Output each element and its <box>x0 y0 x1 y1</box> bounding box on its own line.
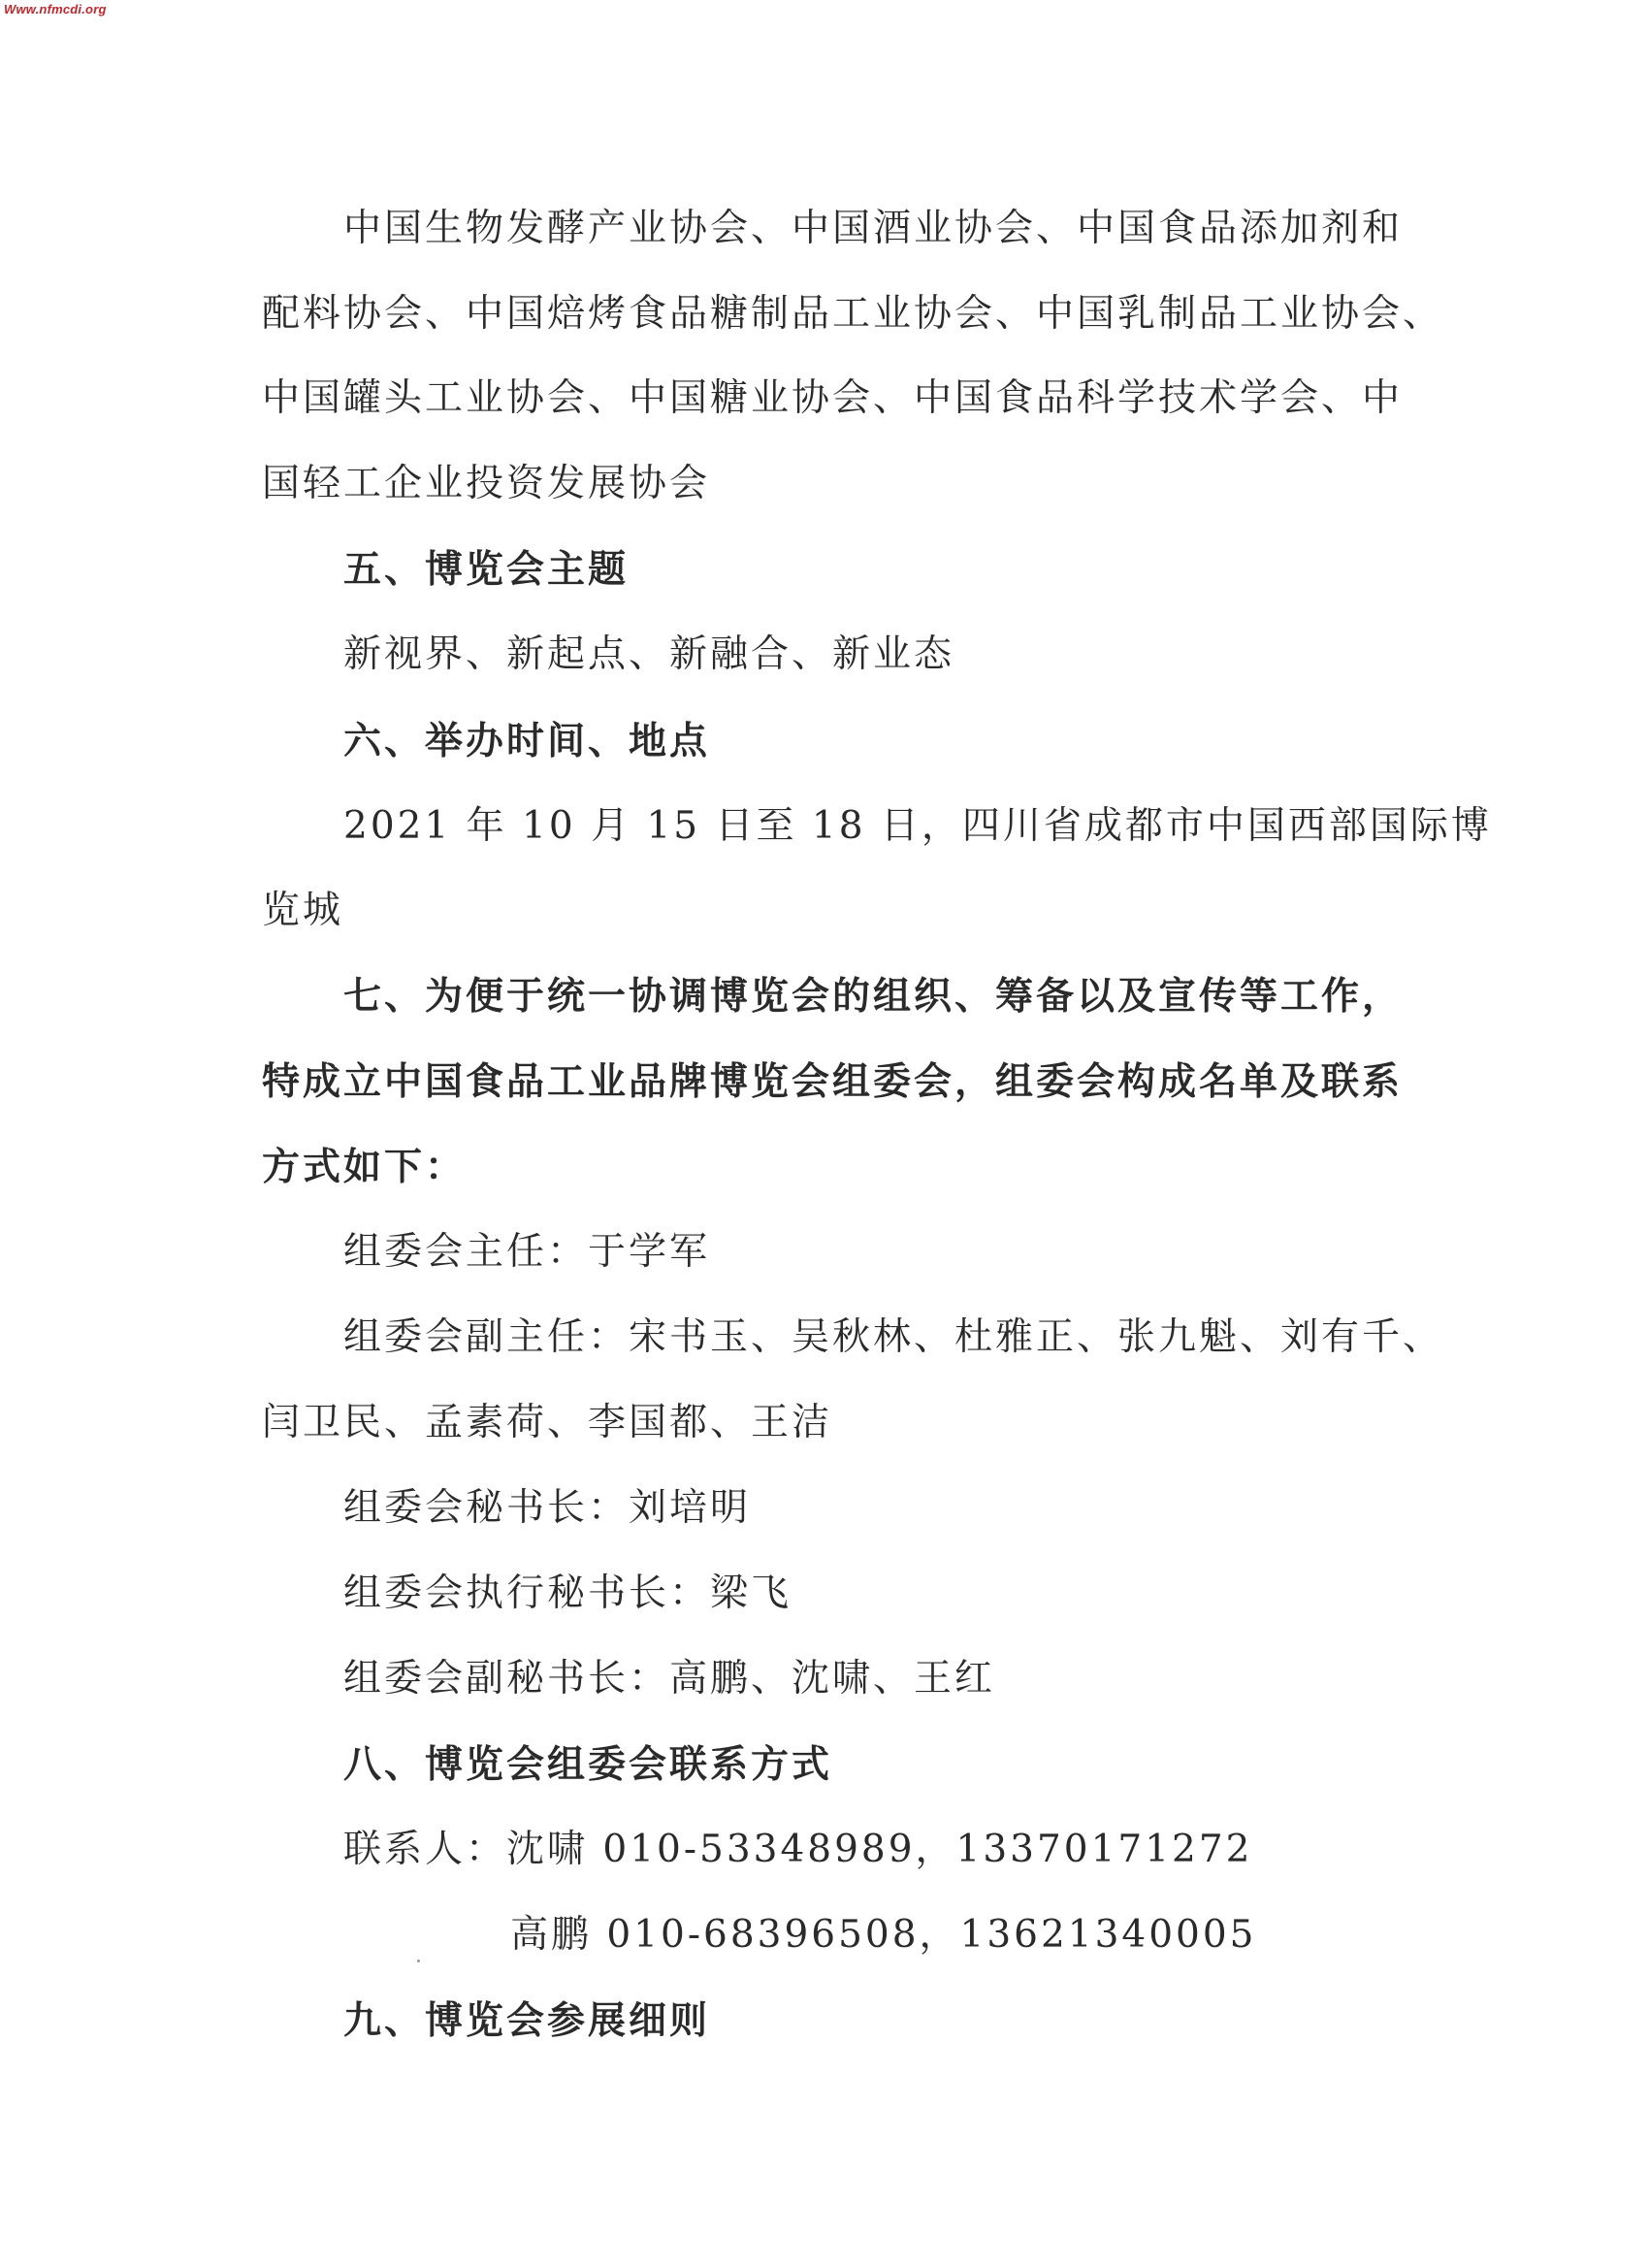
committee-exec-secretary-general: 组委会执行秘书长：梁飞 <box>343 1571 792 1615</box>
committee-deputy-line-2: 闫卫民、孟素荷、李国都、王洁 <box>262 1401 833 1444</box>
section-6-body-line-1: 2021 年 10 月 15 日至 18 日，四川省成都市中国西部国际博 <box>343 804 1492 848</box>
section-7-line-3: 方式如下： <box>262 1145 467 1189</box>
section-5-heading: 五、博览会主题 <box>343 547 630 592</box>
committee-secretary-general: 组委会秘书长：刘培明 <box>343 1486 752 1530</box>
committee-director: 组委会主任：于学军 <box>343 1230 711 1274</box>
section-6-heading: 六、举办时间、地点 <box>343 719 711 763</box>
organizers-line-4: 国轻工企业投资发展协会 <box>262 462 711 505</box>
committee-deputy-secretary-general: 组委会副秘书长：高鹏、沈啸、王红 <box>343 1657 996 1701</box>
organizers-line-1: 中国生物发酵产业协会、中国酒业协会、中国食品添加剂和 <box>343 207 1404 250</box>
section-9-heading: 九、博览会参展细则 <box>343 1998 711 2043</box>
watermark-logo: Www.nfmcdi.org <box>4 2 107 16</box>
organizers-line-3: 中国罐头工业协会、中国糖业协会、中国食品科学技术学会、中 <box>262 376 1404 420</box>
contact-line-1: 联系人：沈啸 010-53348989，13370171272 <box>343 1828 1253 1871</box>
section-7-line-1: 七、为便于统一协调博览会的组织、筹备以及宣传等工作， <box>343 974 1404 1019</box>
section-8-heading: 八、博览会组委会联系方式 <box>343 1742 833 1787</box>
section-6-body-line-2: 览城 <box>262 889 344 932</box>
organizers-line-2: 配料协会、中国焙烤食品糖制品工业协会、中国乳制品工业协会、 <box>262 292 1444 336</box>
committee-deputy-line-1: 组委会副主任：宋书玉、吴秋林、杜雅正、张九魁、刘有千、 <box>343 1315 1444 1359</box>
section-5-body: 新视界、新起点、新融合、新业态 <box>343 632 955 676</box>
section-7-line-2: 特成立中国食品工业品牌博览会组委会，组委会构成名单及联系 <box>262 1059 1404 1104</box>
scan-speck <box>417 1960 420 1962</box>
contact-line-2: 高鹏 010-68396508，13621340005 <box>510 1913 1257 1957</box>
